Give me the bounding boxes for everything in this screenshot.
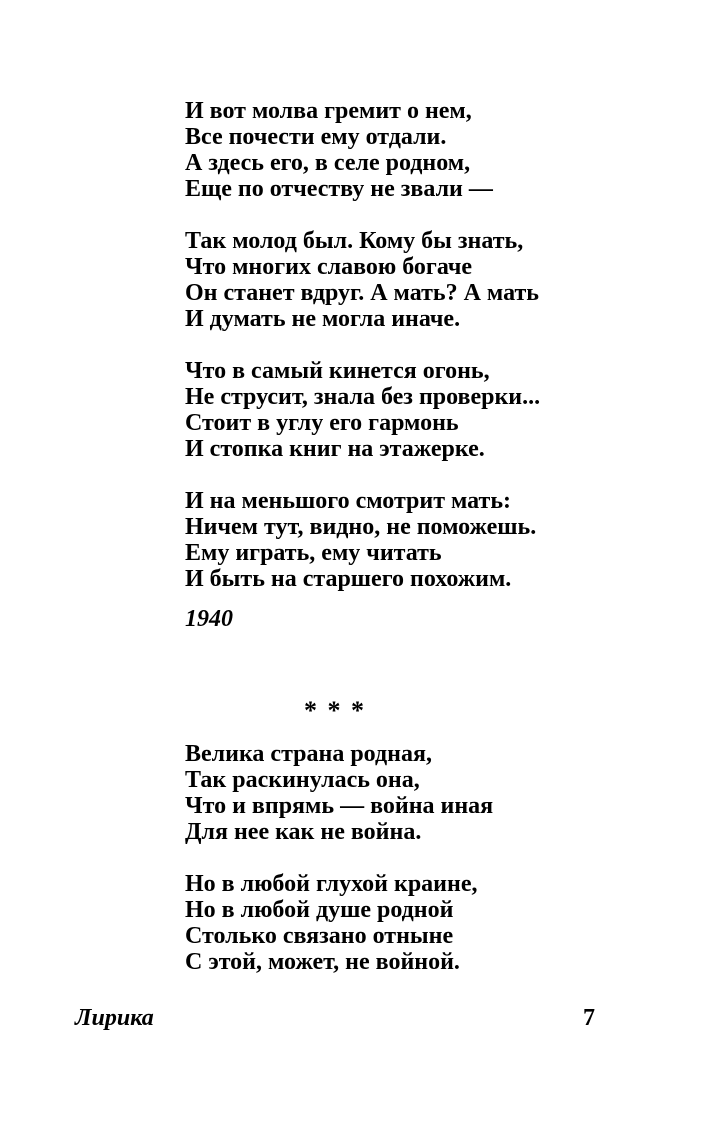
poem-line: И думать не могла иначе. — [185, 306, 461, 332]
stanza — [185, 228, 540, 332]
poem-line: Ничем тут, видно, не поможешь. — [185, 514, 537, 540]
poem-line: Что и впрямь — война иная — [185, 793, 494, 819]
poem-line: Что в самый кинется огонь, — [185, 358, 490, 384]
poem-line: Все почести ему отдали. — [185, 124, 447, 150]
stanza — [185, 871, 493, 975]
poem-line: Велика страна родная, — [185, 741, 432, 767]
poem-line: И на меньшого смотрит мать: — [185, 488, 512, 514]
footer-section-title: Лирика — [75, 1005, 154, 1031]
stanza — [185, 488, 540, 592]
poem-line: Еще по отчеству не звали — — [185, 176, 493, 202]
page-footer — [75, 1004, 595, 1032]
poem-line: Столько связано отныне — [185, 923, 454, 949]
poem-line: А здесь его, в селе родном, — [185, 150, 471, 176]
poem-line: Так молод был. Кому бы знать, — [185, 228, 524, 254]
poem-line: И вот молва гремит о нем, — [185, 98, 472, 124]
poem-line: Но в любой глухой краине, — [185, 871, 478, 897]
footer-page-number: 7 — [583, 1005, 595, 1031]
poem-line: Ему играть, ему читать — [185, 540, 442, 566]
poem-line: Не струсит, знала без проверки... — [185, 384, 541, 410]
poem-line: И стопка книг на этажерке. — [185, 436, 485, 462]
poem-line: Он станет вдруг. А мать? А мать — [185, 280, 539, 306]
poem-line: Так раскинулась она, — [185, 767, 420, 793]
poem-divider-asterisks: * * * — [304, 696, 366, 725]
stanza — [185, 741, 493, 845]
poem-line: С этой, может, не войной. — [185, 949, 460, 975]
poem-line: Что многих славою богаче — [185, 254, 473, 280]
poem-line: Для нее как не война. — [185, 819, 422, 845]
stanza — [185, 98, 540, 202]
poem-line: Стоит в углу его гармонь — [185, 410, 459, 436]
poem-line: И быть на старшего похожим. — [185, 566, 512, 592]
poem-second — [185, 741, 493, 975]
poem-line: Но в любой душе родной — [185, 897, 454, 923]
poem-first — [185, 98, 540, 632]
stanza — [185, 358, 540, 462]
poem-date: 1940 — [185, 606, 233, 632]
